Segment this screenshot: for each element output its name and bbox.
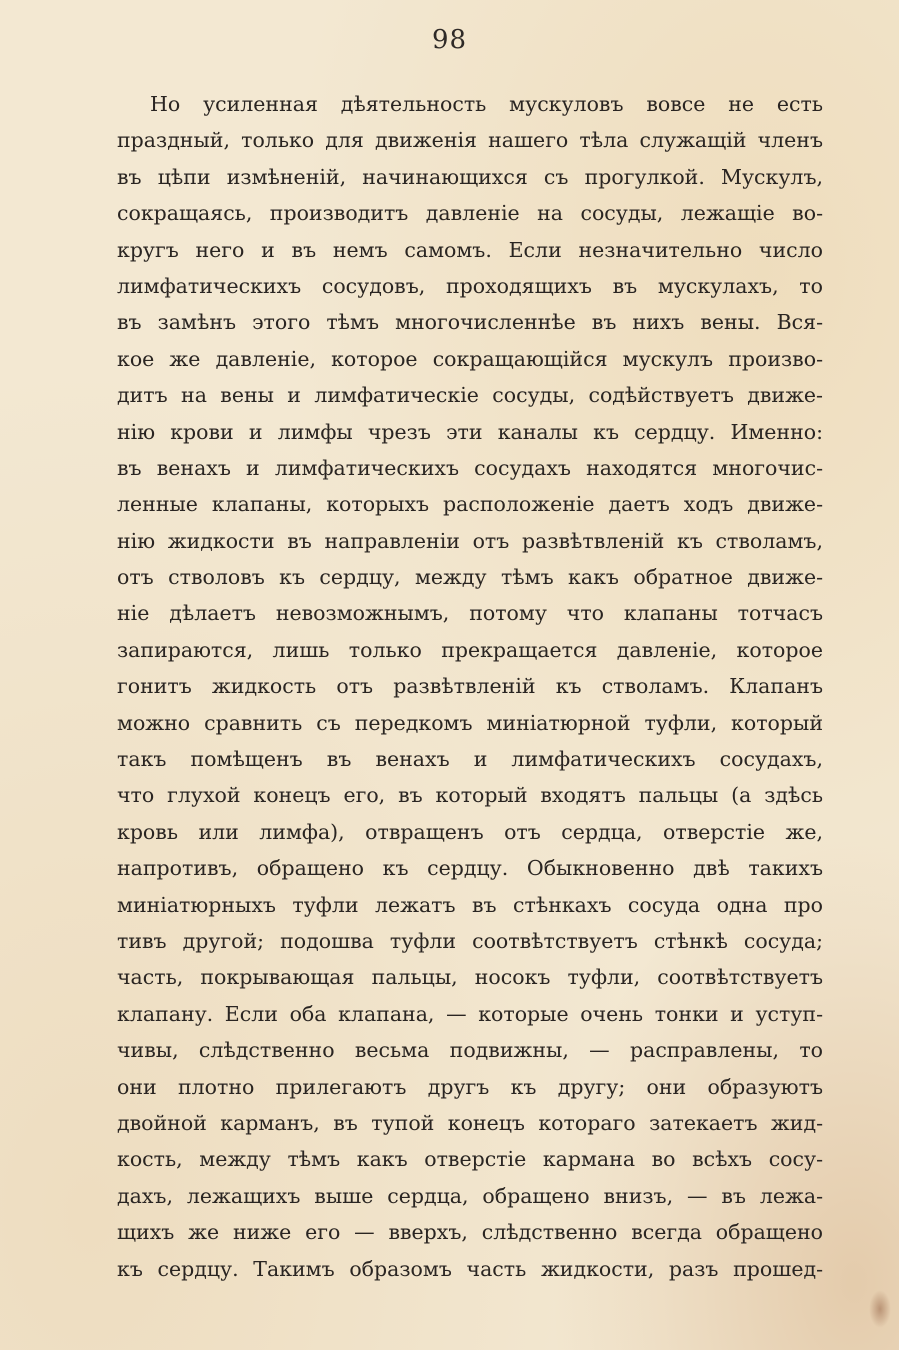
text-line: запираются, лишь только прекращается давленіе, которое	[117, 637, 823, 662]
text-line: чивы, слѣдственно весьма подвижны, — расправлены, то	[117, 1038, 823, 1063]
text-line: Но усиленная дѣятельность мускуловъ вовсе не есть	[150, 92, 823, 116]
text-line: кругъ него и въ немъ самомъ. Если незначительно число	[117, 237, 823, 262]
text-line: кое же давленіе, которое сокращающійся мускулъ произво-	[117, 346, 823, 371]
text-line: такъ помѣщенъ въ венахъ и лимфатическихъ сосудахъ,	[117, 747, 823, 772]
text-line: отъ стволовъ къ сердцу, между тѣмъ какъ обратное движе-	[117, 565, 823, 590]
text-line: въ замѣнъ этого тѣмъ многочисленнѣе въ нихъ вены. Вся-	[117, 310, 823, 335]
page-stain	[869, 1290, 891, 1328]
text-line: гонитъ жидкость отъ развѣтвленій къ стволамъ. Клапанъ	[117, 674, 823, 699]
text-line: миніатюрныхъ туфли лежатъ въ стѣнкахъ сосуда одна про	[117, 892, 823, 917]
page-number: 98	[431, 25, 468, 55]
text-line: часть, покрывающая пальцы, носокъ туфли, соотвѣтствуетъ	[117, 965, 823, 990]
text-line: напротивъ, обращено къ сердцу. Обыкновенно двѣ такихъ	[117, 856, 823, 881]
text-line: сокращаясь, производитъ давленіе на сосуды, лежащіе во-	[117, 201, 823, 226]
text-line: ніе дѣлаетъ невозможнымъ, потому что клапаны тотчасъ	[117, 601, 823, 626]
text-line: двойной карманъ, въ тупой конецъ котораго затекаетъ жид-	[117, 1110, 823, 1135]
body-text	[117, 86, 823, 1287]
text-line: щихъ же ниже его — вверхъ, слѣдственно всегда обращено	[117, 1220, 823, 1245]
text-line: нію жидкости въ направленіи отъ развѣтвленій къ стволамъ,	[117, 528, 823, 553]
text-line: нію крови и лимфы чрезъ эти каналы къ сердцу. Именно:	[117, 419, 823, 444]
text-line: дахъ, лежащихъ выше сердца, обращено внизъ, — въ лежа-	[117, 1183, 823, 1208]
text-line: кость, между тѣмъ какъ отверстіе кармана во всѣхъ сосу-	[117, 1147, 823, 1172]
text-line: они плотно прилегаютъ другъ къ другу; они образуютъ	[117, 1074, 823, 1099]
text-line: къ сердцу. Такимъ образомъ часть жидкости, разъ прошед-	[117, 1256, 823, 1281]
text-line: ленные клапаны, которыхъ расположеніе даетъ ходъ движе-	[117, 492, 823, 517]
text-line: что глухой конецъ его, въ который входятъ пальцы (а здѣсь	[117, 783, 823, 808]
text-line: праздный, только для движенія нашего тѣла служащій членъ	[117, 128, 823, 153]
text-line: въ цѣпи измѣненій, начинающихся съ прогулкой. Мускулъ,	[117, 164, 823, 189]
text-line: дитъ на вены и лимфатическіе сосуды, содѣйствуетъ движе-	[117, 383, 823, 408]
text-line: клапану. Если оба клапана, — которые очень тонки и уступ-	[117, 1001, 823, 1026]
text-line: можно сравнить съ передкомъ миніатюрной туфли, который	[117, 710, 823, 735]
text-line: тивъ другой; подошва туфли соотвѣтствуетъ стѣнкѣ сосуда;	[117, 928, 823, 953]
text-line: въ венахъ и лимфатическихъ сосудахъ находятся многочис-	[117, 455, 823, 480]
text-line: кровь или лимфа), отвращенъ отъ сердца, отверстіе же,	[117, 819, 823, 844]
text-line: лимфатическихъ сосудовъ, проходящихъ въ мускулахъ, то	[117, 273, 823, 298]
